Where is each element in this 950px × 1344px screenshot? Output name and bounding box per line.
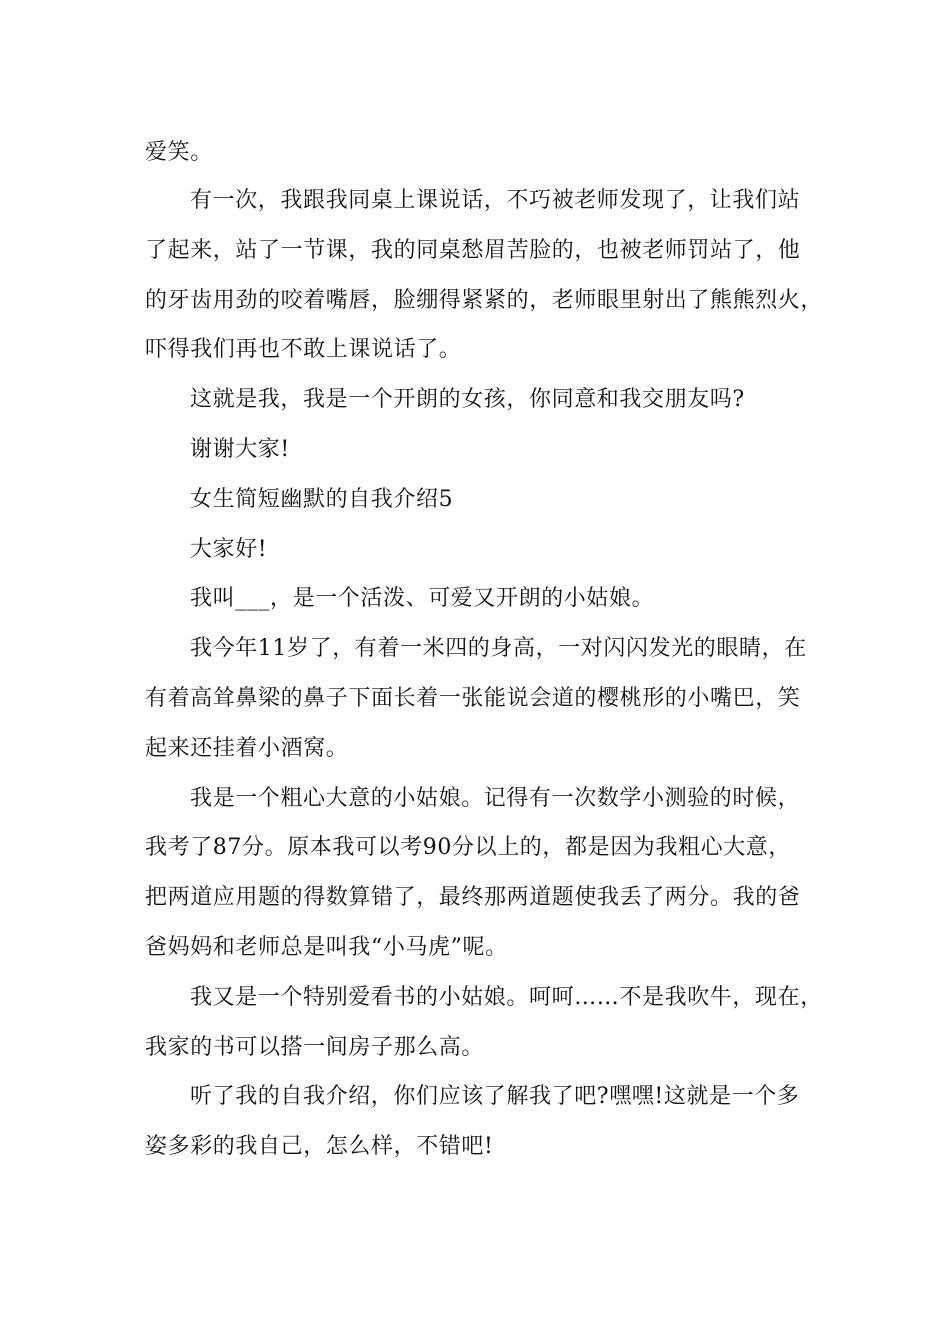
paragraph-start: 大家好! bbox=[190, 537, 268, 562]
text-line: 爸妈妈和老师总是叫我“小马虎”呢。 bbox=[145, 935, 508, 960]
text-line: 了起来，站了一节课，我的同桌愁眉苦脸的，也被老师罚站了，他 bbox=[145, 238, 801, 263]
text-line: 把两道应用题的得数算错了，最终那两道题使我丢了两分。我的爸 bbox=[145, 885, 801, 910]
text-line: 有着高耸鼻梁的鼻子下面长着一张能说会道的樱桃形的小嘴巴，笑 bbox=[145, 686, 801, 711]
paragraph-start: 我又是一个特别爱看书的小姑娘。呵呵……不是我吹牛，现在， bbox=[190, 985, 823, 1010]
paragraph-start: 谢谢大家! bbox=[190, 437, 290, 462]
text-line: 爱笑。 bbox=[145, 140, 213, 165]
paragraph-start: 我今年11岁了，有着一米四的身高，一对闪闪发光的眼睛，在 bbox=[190, 636, 807, 661]
paragraph-start: 有一次，我跟我同桌上课说话，不巧被老师发现了，让我们站 bbox=[190, 188, 801, 213]
text-line: 吓得我们再也不敢上课说话了。 bbox=[145, 337, 462, 362]
text-line: 我考了87分。原本我可以考90分以上的，都是因为我粗心大意， bbox=[145, 835, 791, 860]
section-heading: 女生简短幽默的自我介绍5 bbox=[190, 487, 454, 512]
text-line: 姿多彩的我自己，怎么样，不错吧! bbox=[145, 1134, 494, 1159]
paragraph-start: 我叫___，是一个活泼、可爱又开朗的小姑娘。 bbox=[190, 586, 655, 611]
text-line: 起来还挂着小酒窝。 bbox=[145, 736, 349, 761]
paragraph-start: 听了我的自我介绍，你们应该了解我了吧?嘿嘿!这就是一个多 bbox=[190, 1084, 800, 1109]
paragraph-start: 这就是我，我是一个开朗的女孩，你同意和我交朋友吗? bbox=[190, 387, 745, 412]
text-line: 的牙齿用劲的咬着嘴唇，脸绷得紧紧的，老师眼里射出了熊熊烈火， bbox=[145, 288, 824, 313]
text-line: 我家的书可以搭一间房子那么高。 bbox=[145, 1035, 485, 1060]
paragraph-start: 我是一个粗心大意的小姑娘。记得有一次数学小测验的时候， bbox=[190, 786, 801, 811]
